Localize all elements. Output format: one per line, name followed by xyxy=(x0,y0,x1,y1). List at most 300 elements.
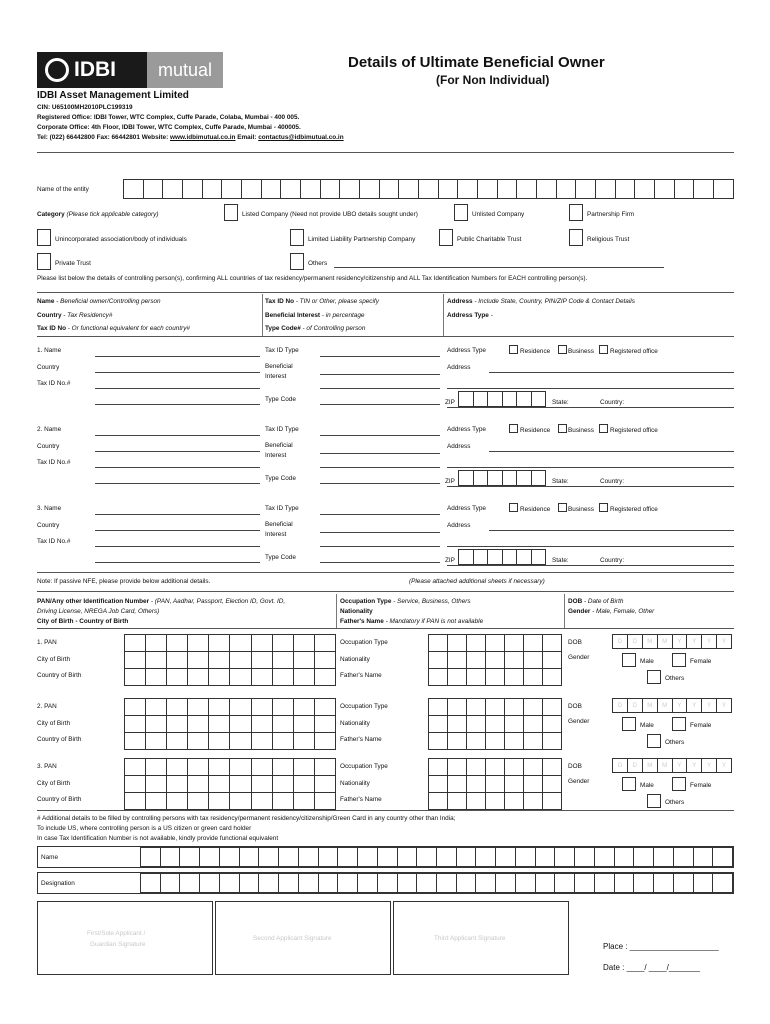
char-cell[interactable] xyxy=(299,874,319,892)
char-cell[interactable] xyxy=(279,848,299,866)
person-beneficial-input[interactable] xyxy=(320,374,440,375)
person-taxno-input-2[interactable] xyxy=(95,404,260,405)
dob-digit-cell[interactable]: Y xyxy=(702,759,717,772)
checkbox-unincorporated[interactable] xyxy=(37,229,51,246)
char-cell[interactable] xyxy=(635,180,655,198)
char-cell[interactable] xyxy=(124,180,144,198)
dob-digit-cell[interactable]: M xyxy=(643,635,658,648)
dob-digit-cell[interactable]: M xyxy=(658,699,673,712)
char-cell[interactable] xyxy=(467,635,486,652)
char-cell[interactable] xyxy=(524,716,543,733)
char-cell[interactable] xyxy=(180,848,200,866)
char-cell[interactable] xyxy=(555,848,575,866)
person-taxno-input-1[interactable] xyxy=(95,467,260,468)
char-cell[interactable] xyxy=(378,874,398,892)
char-cell[interactable] xyxy=(125,793,146,810)
char-cell[interactable] xyxy=(146,652,167,669)
char-cell[interactable] xyxy=(503,550,518,564)
person-country-input[interactable] xyxy=(95,451,260,452)
char-cell[interactable] xyxy=(294,635,315,652)
char-cell[interactable] xyxy=(252,793,273,810)
dob-digit-cell[interactable]: D xyxy=(613,759,628,772)
char-cell[interactable] xyxy=(429,699,448,716)
char-cell[interactable] xyxy=(315,716,336,733)
person-taxidtype-input[interactable] xyxy=(320,356,440,357)
person-beneficial-input[interactable] xyxy=(320,532,440,533)
checkbox-others-gender[interactable] xyxy=(647,794,661,808)
char-cell[interactable] xyxy=(321,180,341,198)
checkbox-male[interactable] xyxy=(622,777,636,791)
char-cell[interactable] xyxy=(398,848,418,866)
char-cell[interactable] xyxy=(167,699,188,716)
person-typecode-input[interactable] xyxy=(320,483,440,484)
person-typecode-input[interactable] xyxy=(320,562,440,563)
char-cell[interactable] xyxy=(315,793,336,810)
char-cell[interactable] xyxy=(240,874,260,892)
char-cell[interactable] xyxy=(273,652,294,669)
checkbox-residence[interactable] xyxy=(509,424,518,433)
signatory-name-input[interactable] xyxy=(140,847,733,867)
char-cell[interactable] xyxy=(146,699,167,716)
person-address-input-2[interactable] xyxy=(447,388,734,389)
char-cell[interactable] xyxy=(399,180,419,198)
char-cell[interactable] xyxy=(273,759,294,776)
char-cell[interactable] xyxy=(543,716,562,733)
char-cell[interactable] xyxy=(125,716,146,733)
place-field[interactable]: Place : ____________________ xyxy=(603,942,719,951)
char-cell[interactable] xyxy=(146,733,167,750)
dob-input[interactable] xyxy=(612,758,732,773)
char-cell[interactable] xyxy=(125,776,146,793)
char-cell[interactable] xyxy=(315,635,336,652)
char-cell[interactable] xyxy=(459,550,474,564)
char-cell[interactable] xyxy=(448,669,467,686)
char-cell[interactable] xyxy=(252,652,273,669)
char-cell[interactable] xyxy=(486,716,505,733)
char-cell[interactable] xyxy=(615,874,635,892)
person-taxidtype-input[interactable] xyxy=(320,435,440,436)
char-cell[interactable] xyxy=(498,180,518,198)
char-cell[interactable] xyxy=(532,392,547,406)
char-cell[interactable] xyxy=(457,874,477,892)
char-cell[interactable] xyxy=(209,635,230,652)
char-cell[interactable] xyxy=(448,793,467,810)
checkbox-registered-office[interactable] xyxy=(599,503,608,512)
char-cell[interactable] xyxy=(273,733,294,750)
checkbox-business[interactable] xyxy=(558,503,567,512)
char-cell[interactable] xyxy=(524,635,543,652)
char-cell[interactable] xyxy=(536,874,556,892)
checkbox-others-gender[interactable] xyxy=(647,734,661,748)
person-taxline-input[interactable] xyxy=(320,388,440,389)
checkbox-female[interactable] xyxy=(672,653,686,667)
char-cell[interactable] xyxy=(517,550,532,564)
checkbox-female[interactable] xyxy=(672,777,686,791)
checkbox-unlisted[interactable] xyxy=(454,204,468,221)
char-cell[interactable] xyxy=(141,848,161,866)
char-cell[interactable] xyxy=(459,392,474,406)
char-cell[interactable] xyxy=(448,699,467,716)
dob-digit-cell[interactable]: Y xyxy=(673,635,688,648)
char-cell[interactable] xyxy=(417,874,437,892)
char-cell[interactable] xyxy=(488,392,503,406)
char-cell[interactable] xyxy=(524,652,543,669)
char-cell[interactable] xyxy=(200,848,220,866)
char-cell[interactable] xyxy=(486,699,505,716)
char-cell[interactable] xyxy=(467,652,486,669)
char-cell[interactable] xyxy=(188,793,209,810)
char-cell[interactable] xyxy=(319,848,339,866)
char-cell[interactable] xyxy=(220,848,240,866)
char-cell[interactable] xyxy=(576,180,596,198)
char-cell[interactable] xyxy=(524,793,543,810)
checkbox-registered-office[interactable] xyxy=(599,345,608,354)
char-cell[interactable] xyxy=(294,759,315,776)
checkbox-residence[interactable] xyxy=(509,345,518,354)
char-cell[interactable] xyxy=(161,874,181,892)
char-cell[interactable] xyxy=(209,793,230,810)
dob-digit-cell[interactable]: Y xyxy=(687,699,702,712)
char-cell[interactable] xyxy=(125,759,146,776)
char-cell[interactable] xyxy=(516,874,536,892)
char-cell[interactable] xyxy=(273,716,294,733)
char-cell[interactable] xyxy=(125,733,146,750)
char-cell[interactable] xyxy=(273,793,294,810)
char-cell[interactable] xyxy=(188,759,209,776)
dob-digit-cell[interactable]: Y xyxy=(687,759,702,772)
char-cell[interactable] xyxy=(294,776,315,793)
char-cell[interactable] xyxy=(429,652,448,669)
char-cell[interactable] xyxy=(655,180,675,198)
char-cell[interactable] xyxy=(675,180,695,198)
dob-digit-cell[interactable]: D xyxy=(628,699,643,712)
char-cell[interactable] xyxy=(524,759,543,776)
char-cell[interactable] xyxy=(209,716,230,733)
char-cell[interactable] xyxy=(167,652,188,669)
char-cell[interactable] xyxy=(537,180,557,198)
char-cell[interactable] xyxy=(439,180,459,198)
pan-grid[interactable] xyxy=(124,634,336,686)
char-cell[interactable] xyxy=(448,759,467,776)
char-cell[interactable] xyxy=(315,776,336,793)
signature-box-1[interactable] xyxy=(37,901,213,975)
char-cell[interactable] xyxy=(161,848,181,866)
occupation-grid[interactable] xyxy=(428,634,562,686)
char-cell[interactable] xyxy=(557,180,577,198)
char-cell[interactable] xyxy=(429,669,448,686)
char-cell[interactable] xyxy=(474,471,489,485)
char-cell[interactable] xyxy=(505,669,524,686)
person-address-input-2[interactable] xyxy=(447,467,734,468)
person-zip-input[interactable] xyxy=(458,391,546,407)
char-cell[interactable] xyxy=(595,848,615,866)
char-cell[interactable] xyxy=(524,776,543,793)
char-cell[interactable] xyxy=(486,759,505,776)
char-cell[interactable] xyxy=(467,669,486,686)
char-cell[interactable] xyxy=(694,848,714,866)
char-cell[interactable] xyxy=(478,180,498,198)
char-cell[interactable] xyxy=(543,793,562,810)
char-cell[interactable] xyxy=(398,874,418,892)
char-cell[interactable] xyxy=(301,180,321,198)
char-cell[interactable] xyxy=(360,180,380,198)
person-name-input[interactable] xyxy=(95,356,260,357)
checkbox-public-trust[interactable] xyxy=(439,229,453,246)
designation-input[interactable] xyxy=(140,873,733,893)
char-cell[interactable] xyxy=(457,848,477,866)
char-cell[interactable] xyxy=(294,699,315,716)
char-cell[interactable] xyxy=(486,669,505,686)
char-cell[interactable] xyxy=(262,180,282,198)
person-taxline-input[interactable] xyxy=(320,546,440,547)
char-cell[interactable] xyxy=(252,699,273,716)
char-cell[interactable] xyxy=(242,180,262,198)
char-cell[interactable] xyxy=(252,669,273,686)
char-cell[interactable] xyxy=(524,733,543,750)
char-cell[interactable] xyxy=(252,635,273,652)
char-cell[interactable] xyxy=(459,471,474,485)
checkbox-others-gender[interactable] xyxy=(647,670,661,684)
char-cell[interactable] xyxy=(188,776,209,793)
dob-digit-cell[interactable]: Y xyxy=(687,635,702,648)
char-cell[interactable] xyxy=(429,635,448,652)
char-cell[interactable] xyxy=(467,759,486,776)
person-zip-input[interactable] xyxy=(458,549,546,565)
char-cell[interactable] xyxy=(230,759,251,776)
char-cell[interactable] xyxy=(674,848,694,866)
char-cell[interactable] xyxy=(616,180,636,198)
char-cell[interactable] xyxy=(448,652,467,669)
checkbox-religious[interactable] xyxy=(569,229,583,246)
website-link[interactable]: www.idbimutual.co.in xyxy=(170,134,236,141)
char-cell[interactable] xyxy=(125,699,146,716)
char-cell[interactable] xyxy=(294,793,315,810)
dob-digit-cell[interactable]: M xyxy=(643,759,658,772)
char-cell[interactable] xyxy=(437,848,457,866)
char-cell[interactable] xyxy=(486,635,505,652)
char-cell[interactable] xyxy=(496,848,516,866)
dob-digit-cell[interactable]: Y xyxy=(702,699,717,712)
char-cell[interactable] xyxy=(209,776,230,793)
dob-digit-cell[interactable]: Y xyxy=(673,759,688,772)
char-cell[interactable] xyxy=(467,699,486,716)
char-cell[interactable] xyxy=(209,759,230,776)
char-cell[interactable] xyxy=(467,776,486,793)
person-typecode-input[interactable] xyxy=(320,404,440,405)
char-cell[interactable] xyxy=(496,874,516,892)
char-cell[interactable] xyxy=(654,848,674,866)
char-cell[interactable] xyxy=(448,635,467,652)
char-cell[interactable] xyxy=(532,471,547,485)
char-cell[interactable] xyxy=(505,699,524,716)
char-cell[interactable] xyxy=(144,180,164,198)
char-cell[interactable] xyxy=(458,180,478,198)
char-cell[interactable] xyxy=(543,652,562,669)
person-taxline-input[interactable] xyxy=(320,467,440,468)
char-cell[interactable] xyxy=(595,874,615,892)
char-cell[interactable] xyxy=(220,874,240,892)
pan-grid[interactable] xyxy=(124,698,336,750)
char-cell[interactable] xyxy=(575,848,595,866)
char-cell[interactable] xyxy=(503,471,518,485)
person-beneficial-input[interactable] xyxy=(320,453,440,454)
char-cell[interactable] xyxy=(252,716,273,733)
char-cell[interactable] xyxy=(146,635,167,652)
char-cell[interactable] xyxy=(230,635,251,652)
char-cell[interactable] xyxy=(429,776,448,793)
person-name-input[interactable] xyxy=(95,514,260,515)
char-cell[interactable] xyxy=(437,874,457,892)
char-cell[interactable] xyxy=(417,848,437,866)
char-cell[interactable] xyxy=(486,793,505,810)
checkbox-others[interactable] xyxy=(290,253,304,270)
char-cell[interactable] xyxy=(146,759,167,776)
char-cell[interactable] xyxy=(252,776,273,793)
char-cell[interactable] xyxy=(188,733,209,750)
person-country-input[interactable] xyxy=(95,372,260,373)
dob-digit-cell[interactable]: Y xyxy=(717,635,732,648)
char-cell[interactable] xyxy=(294,716,315,733)
dob-digit-cell[interactable]: Y xyxy=(717,759,732,772)
char-cell[interactable] xyxy=(543,759,562,776)
char-cell[interactable] xyxy=(429,759,448,776)
dob-digit-cell[interactable]: D xyxy=(628,759,643,772)
dob-digit-cell[interactable]: M xyxy=(658,759,673,772)
checkbox-llp[interactable] xyxy=(290,229,304,246)
char-cell[interactable] xyxy=(299,848,319,866)
others-input[interactable] xyxy=(334,267,664,268)
char-cell[interactable] xyxy=(209,652,230,669)
dob-digit-cell[interactable]: M xyxy=(658,635,673,648)
person-address-input-1[interactable] xyxy=(489,451,734,452)
char-cell[interactable] xyxy=(505,759,524,776)
dob-digit-cell[interactable]: D xyxy=(613,635,628,648)
char-cell[interactable] xyxy=(315,652,336,669)
char-cell[interactable] xyxy=(273,699,294,716)
person-taxno-input-2[interactable] xyxy=(95,483,260,484)
char-cell[interactable] xyxy=(358,848,378,866)
char-cell[interactable] xyxy=(448,733,467,750)
checkbox-male[interactable] xyxy=(622,653,636,667)
char-cell[interactable] xyxy=(516,848,536,866)
char-cell[interactable] xyxy=(488,471,503,485)
char-cell[interactable] xyxy=(486,776,505,793)
char-cell[interactable] xyxy=(183,180,203,198)
char-cell[interactable] xyxy=(146,669,167,686)
char-cell[interactable] xyxy=(543,669,562,686)
char-cell[interactable] xyxy=(209,733,230,750)
char-cell[interactable] xyxy=(315,733,336,750)
person-taxidtype-input[interactable] xyxy=(320,514,440,515)
char-cell[interactable] xyxy=(575,874,595,892)
email-link[interactable]: contactus@idbimutual.co.in xyxy=(258,134,344,141)
char-cell[interactable] xyxy=(429,716,448,733)
char-cell[interactable] xyxy=(543,699,562,716)
char-cell[interactable] xyxy=(315,699,336,716)
dob-digit-cell[interactable]: Y xyxy=(717,699,732,712)
char-cell[interactable] xyxy=(146,793,167,810)
char-cell[interactable] xyxy=(294,669,315,686)
char-cell[interactable] xyxy=(429,733,448,750)
char-cell[interactable] xyxy=(474,550,489,564)
char-cell[interactable] xyxy=(505,733,524,750)
char-cell[interactable] xyxy=(694,180,714,198)
char-cell[interactable] xyxy=(476,874,496,892)
char-cell[interactable] xyxy=(200,874,220,892)
date-field[interactable]: Date : ____/ ____/_______ xyxy=(603,963,700,972)
char-cell[interactable] xyxy=(467,793,486,810)
char-cell[interactable] xyxy=(273,669,294,686)
dob-digit-cell[interactable]: D xyxy=(628,635,643,648)
char-cell[interactable] xyxy=(338,848,358,866)
checkbox-male[interactable] xyxy=(622,717,636,731)
char-cell[interactable] xyxy=(532,550,547,564)
char-cell[interactable] xyxy=(188,635,209,652)
char-cell[interactable] xyxy=(467,733,486,750)
checkbox-registered-office[interactable] xyxy=(599,424,608,433)
checkbox-private-trust[interactable] xyxy=(37,253,51,270)
dob-digit-cell[interactable]: Y xyxy=(702,635,717,648)
char-cell[interactable] xyxy=(505,652,524,669)
char-cell[interactable] xyxy=(230,776,251,793)
entity-name-input[interactable] xyxy=(123,179,734,199)
char-cell[interactable] xyxy=(230,716,251,733)
char-cell[interactable] xyxy=(505,716,524,733)
char-cell[interactable] xyxy=(503,392,518,406)
char-cell[interactable] xyxy=(543,733,562,750)
char-cell[interactable] xyxy=(543,635,562,652)
char-cell[interactable] xyxy=(167,716,188,733)
char-cell[interactable] xyxy=(674,874,694,892)
char-cell[interactable] xyxy=(203,180,223,198)
char-cell[interactable] xyxy=(319,874,339,892)
char-cell[interactable] xyxy=(281,180,301,198)
char-cell[interactable] xyxy=(188,669,209,686)
person-address-input-1[interactable] xyxy=(489,530,734,531)
char-cell[interactable] xyxy=(146,716,167,733)
char-cell[interactable] xyxy=(240,848,260,866)
occupation-grid[interactable] xyxy=(428,698,562,750)
char-cell[interactable] xyxy=(340,180,360,198)
char-cell[interactable] xyxy=(125,635,146,652)
char-cell[interactable] xyxy=(294,652,315,669)
char-cell[interactable] xyxy=(180,874,200,892)
char-cell[interactable] xyxy=(259,874,279,892)
char-cell[interactable] xyxy=(125,652,146,669)
char-cell[interactable] xyxy=(486,652,505,669)
char-cell[interactable] xyxy=(230,652,251,669)
char-cell[interactable] xyxy=(524,669,543,686)
char-cell[interactable] xyxy=(146,776,167,793)
person-taxno-input-2[interactable] xyxy=(95,562,260,563)
dob-input[interactable] xyxy=(612,698,732,713)
char-cell[interactable] xyxy=(505,776,524,793)
person-country-input[interactable] xyxy=(95,530,260,531)
char-cell[interactable] xyxy=(259,848,279,866)
char-cell[interactable] xyxy=(230,733,251,750)
char-cell[interactable] xyxy=(167,733,188,750)
char-cell[interactable] xyxy=(294,733,315,750)
char-cell[interactable] xyxy=(524,699,543,716)
person-address-input-1[interactable] xyxy=(489,372,734,373)
char-cell[interactable] xyxy=(634,874,654,892)
char-cell[interactable] xyxy=(543,776,562,793)
char-cell[interactable] xyxy=(163,180,183,198)
dob-digit-cell[interactable]: D xyxy=(613,699,628,712)
char-cell[interactable] xyxy=(167,759,188,776)
char-cell[interactable] xyxy=(517,471,532,485)
char-cell[interactable] xyxy=(222,180,242,198)
